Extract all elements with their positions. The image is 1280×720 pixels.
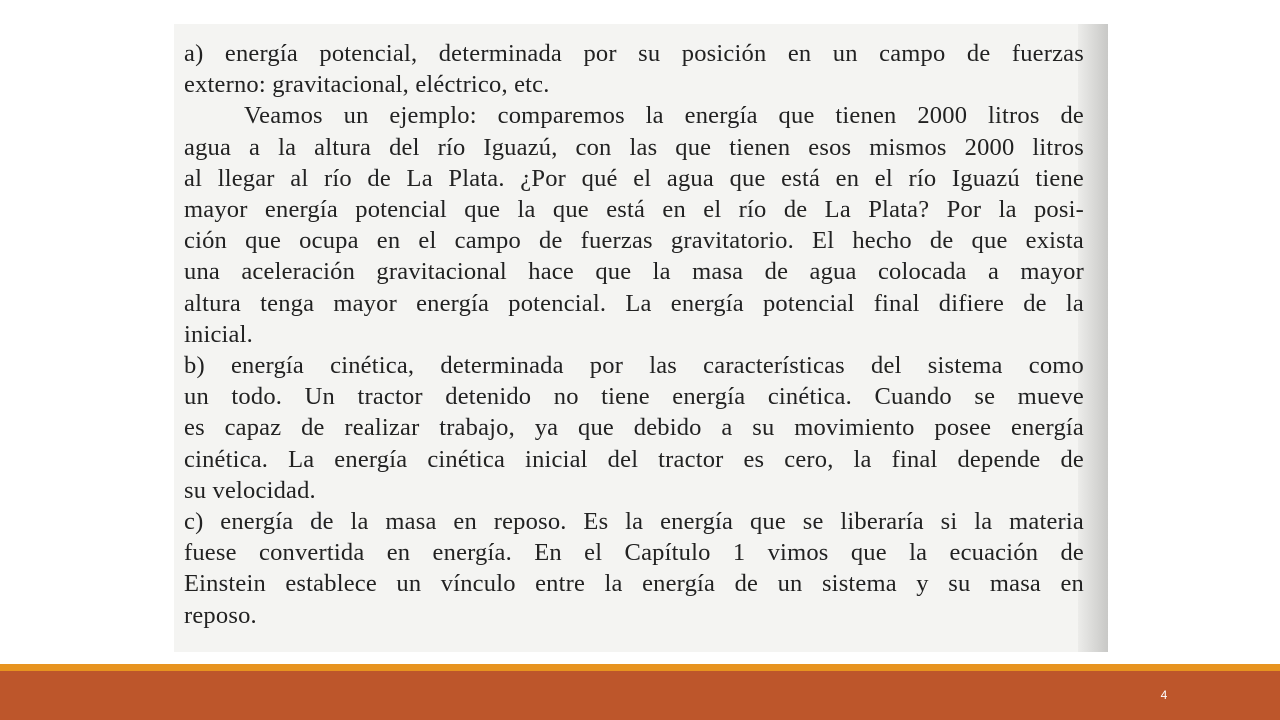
text-line: su velocidad. [184,476,316,504]
text-line: inicial. [184,320,253,348]
scanned-text-image [174,24,1108,652]
text-line: mayor energía potencial que la que está en el río de La Plata? Por la posi- [184,196,1084,224]
text-line: Veamos un ejemplo: comparemos la energía que tienen 2000 litros de [244,102,1084,130]
text-line: fuese convertida en energía. En el Capítulo 1 vimos que la ecuación de [184,539,1084,567]
text-line: a) energía potencial, determinada por su posición en un campo de fuerzas [184,40,1084,67]
text-line: Einstein establece un vínculo entre la energía de un sistema y su masa en [184,570,1084,598]
text-line: altura tenga mayor energía potencial. La energía potencial final difiere de la [184,289,1084,317]
text-line: una aceleración gravitacional hace que la masa de agua colocada a mayor [184,258,1084,286]
text-line: externo: gravitacional, eléctrico, etc. [184,71,550,99]
page-number: 4 [1160,688,1168,702]
text-line: es capaz de realizar trabajo, ya que debido a su movimiento posee energía [184,414,1084,442]
scanned-paragraphs [184,38,1084,631]
text-line: reposo. [184,601,257,629]
text-line: b) energía cinética, determinada por las características del sistema como [184,352,1084,380]
text-line: cinética. La energía cinética inicial del tractor es cero, la final depende de [184,445,1084,473]
text-line: ción que ocupa en el campo de fuerzas gravitatorio. El hecho de que exista [184,227,1084,255]
text-line: al llegar al río de La Plata. ¿Por qué el agua que está en el río Iguazú tiene [184,164,1084,192]
accent-bar [0,664,1280,671]
text-line: agua a la altura del río Iguazú, con las que tienen esos mismos 2000 litros [184,133,1084,161]
footer-bar [0,671,1280,720]
text-line: c) energía de la masa en reposo. Es la energía que se liberaría si la materia [184,508,1084,536]
text-line: un todo. Un tractor detenido no tiene energía cinética. Cuando se mueve [184,383,1084,411]
